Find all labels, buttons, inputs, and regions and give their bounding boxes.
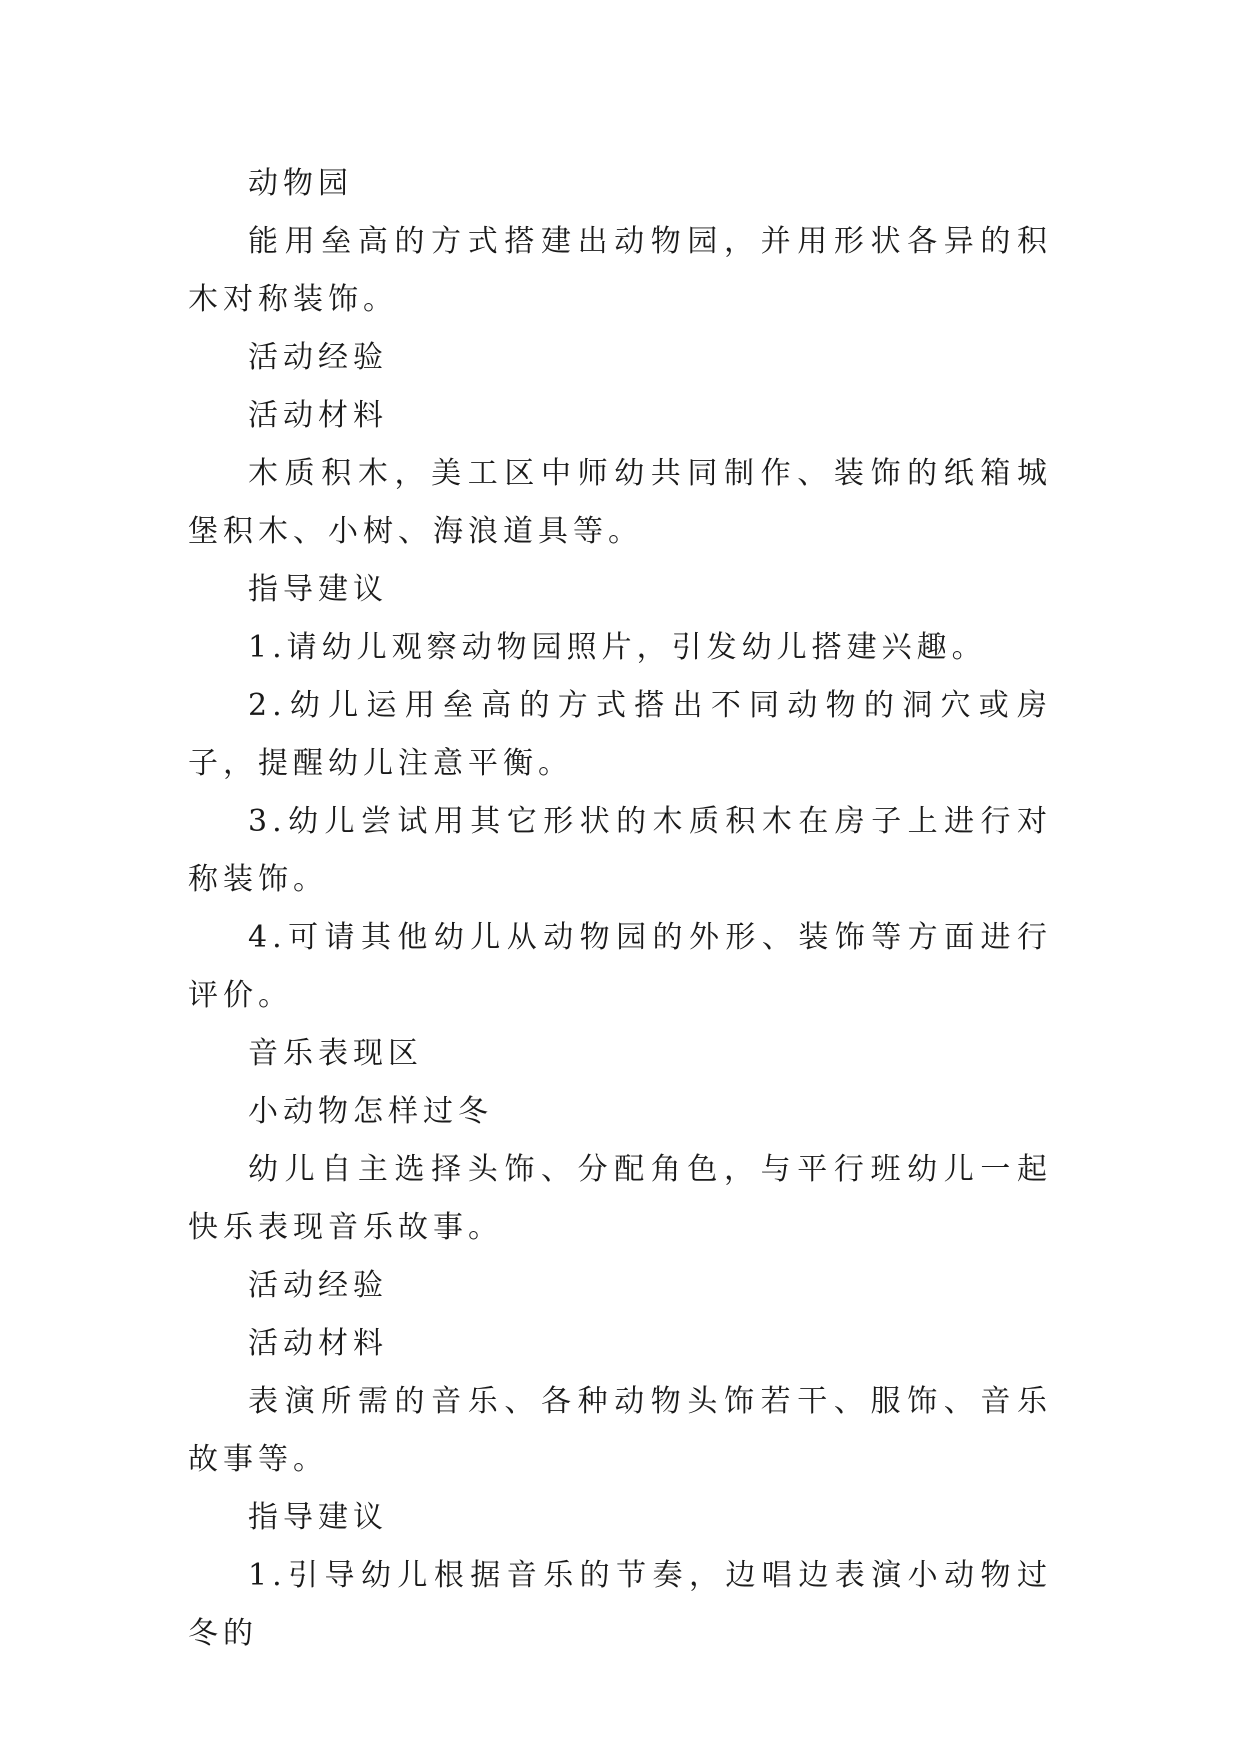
heading-guidance: 指导建议	[248, 572, 388, 607]
section-title-zoo: 动物园	[248, 166, 353, 201]
heading-activity-experience-2: 活动经验	[248, 1268, 388, 1303]
music-materials-paragraph: 表演所需的音乐、各种动物头饰若干、服饰、音乐故事等。	[188, 1384, 1052, 1477]
guidance-item-2: 2.幼儿运用垒高的方式搭出不同动物的洞穴或房子，提醒幼儿注意平衡。	[188, 688, 1052, 781]
heading-activity-experience: 活动经验	[248, 340, 388, 375]
section-title-music-area: 音乐表现区	[248, 1036, 423, 1071]
document-body	[188, 155, 1052, 1663]
zoo-goal-paragraph: 能用垒高的方式搭建出动物园，并用形状各异的积木对称装饰。	[188, 224, 1052, 317]
music-guidance-item-1: 1.引导幼儿根据音乐的节奏，边唱边表演小动物过冬的	[188, 1558, 1052, 1651]
guidance-item-3: 3.幼儿尝试用其它形状的木质积木在房子上进行对称装饰。	[188, 804, 1052, 897]
subsection-title-winter-animals: 小动物怎样过冬	[248, 1094, 493, 1129]
music-goal-paragraph: 幼儿自主选择头饰、分配角色，与平行班幼儿一起快乐表现音乐故事。	[188, 1152, 1052, 1245]
guidance-item-1: 1.请幼儿观察动物园照片，引发幼儿搭建兴趣。	[248, 630, 987, 665]
heading-guidance-2: 指导建议	[248, 1500, 388, 1535]
zoo-materials-paragraph: 木质积木，美工区中师幼共同制作、装饰的纸箱城堡积木、小树、海浪道具等。	[188, 456, 1052, 549]
heading-activity-materials-2: 活动材料	[248, 1326, 388, 1361]
heading-activity-materials: 活动材料	[248, 398, 388, 433]
guidance-item-4: 4.可请其他幼儿从动物园的外形、装饰等方面进行评价。	[188, 920, 1052, 1013]
